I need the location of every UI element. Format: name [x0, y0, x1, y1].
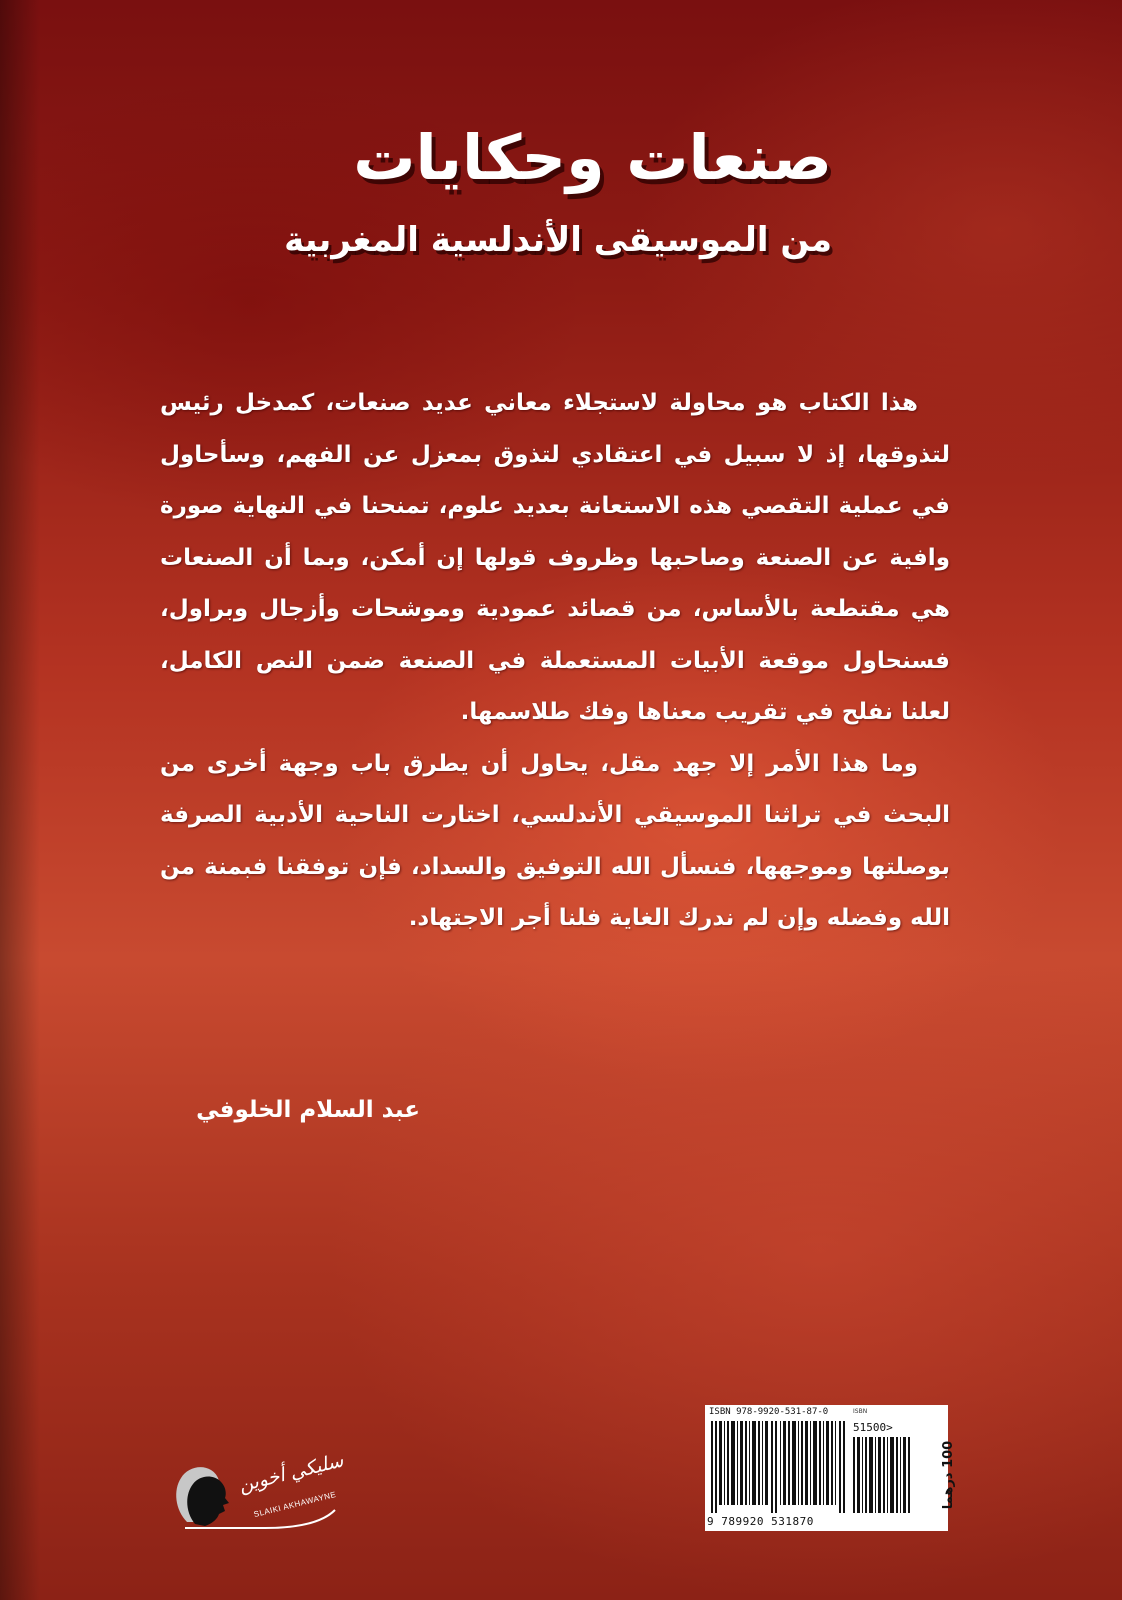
- blurb-paragraph-2: وما هذا الأمر إلا جهد مقل، يحاول أن يطرق باب وجهة أخرى من البحث في تراثنا الموسيقي الأندلسي، اختارت الناحية الأدبية الصرفة بوصلتها وموجهها، فنسأل الله التوفيق والسداد، فإن توفقنا فبمنة من الله وفضله وإن لم ندرك الغاية فلنا أجر الاجتهاد.: [160, 750, 950, 931]
- ean-barcode-bars: [711, 1421, 845, 1513]
- addon-code: 51500>: [853, 1421, 893, 1434]
- publisher-name-latin: SLAIKI AKHAWAYNE: [252, 1489, 338, 1520]
- book-title: صنعات وحكايات: [353, 121, 832, 194]
- blurb-paragraph-1: هذا الكتاب هو محاولة لاستجلاء معاني عديد صنعات، كمدخل رئيس لتذوقها، إذ لا سبيل في اعتقادي لتذوق بمعزل عن الفهم، وسأحاول في عملية التقصي هذه الاستعانة بعديد علوم، تمنحنا في النهاية صورة وافية عن الصنعة وصاحبها وظروف قولها إن أمكن، وبما أن الصنعات هي مقتطعة بالأساس، من قصائد عمودية وموشحات وأزجال وبراول، فسنحاول موقعة الأبيات المستعملة في الصنعة ضمن النص الكامل، لعلنا نفلح في تقريب معناها وفك طلاسمها.: [160, 390, 950, 725]
- price-label: 100 درهما: [941, 1440, 956, 1510]
- author-name: عبد السلام الخلوفي: [196, 1097, 420, 1123]
- addon-barcode-bars: [853, 1437, 911, 1513]
- isbn-barcode-panel: [705, 1405, 956, 1531]
- isbn-small-label: ISBN: [853, 1408, 868, 1415]
- isbn-number: ISBN 978-9920-531-87-0: [709, 1407, 829, 1417]
- blurb-text: [160, 378, 950, 945]
- spine-shadow: [0, 0, 40, 1600]
- ean-digits: 9 789920 531870: [707, 1515, 814, 1528]
- book-subtitle: من الموسيقى الأندلسية المغربية: [284, 220, 832, 260]
- publisher-name-arabic: سليكي أخوين: [236, 1449, 346, 1497]
